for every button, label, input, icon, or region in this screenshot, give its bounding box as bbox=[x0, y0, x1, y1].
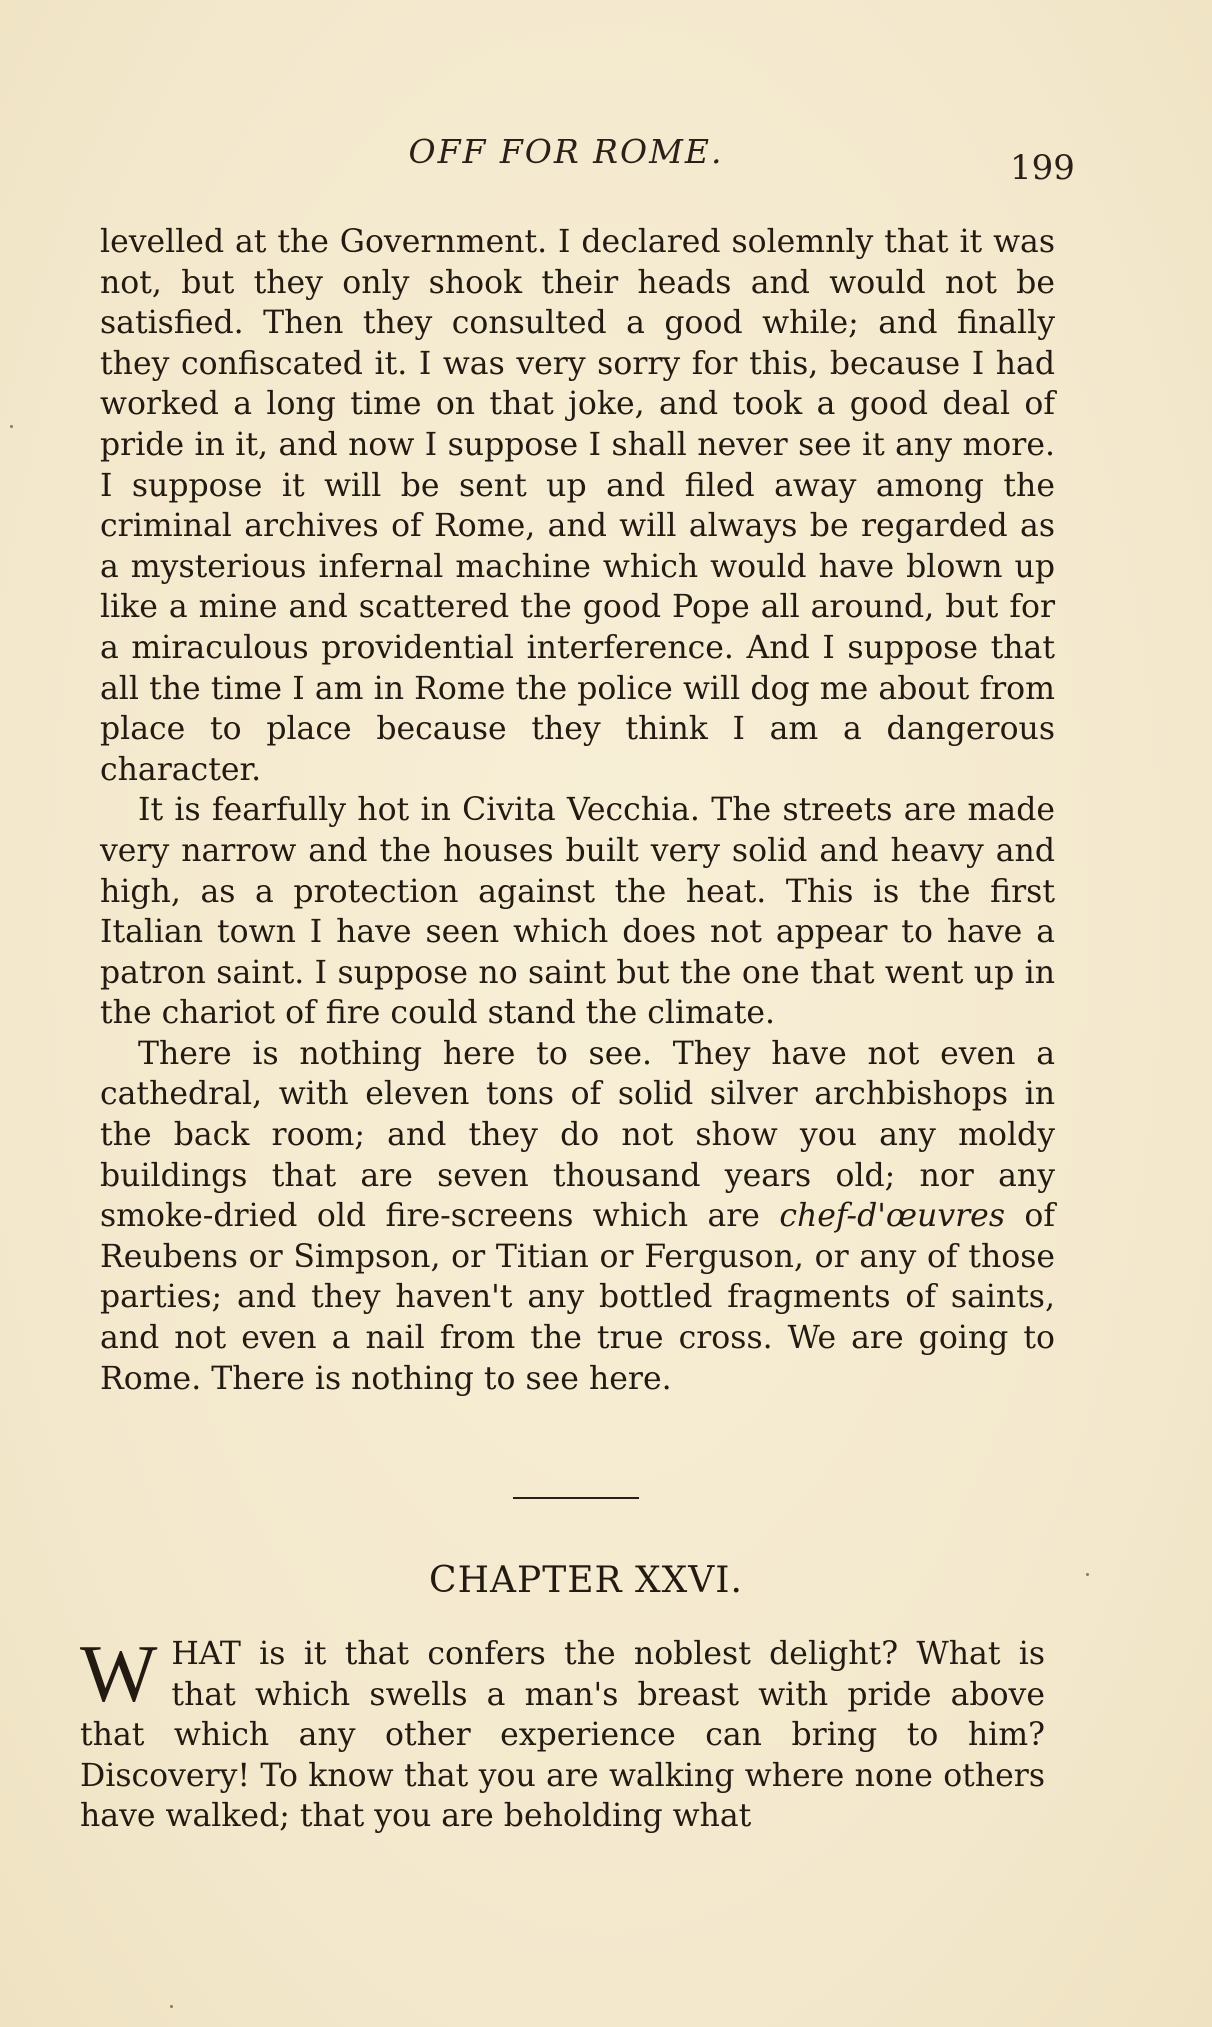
drop-cap: W bbox=[80, 1628, 158, 1719]
running-head-text: OFF FOR ROME. bbox=[408, 132, 724, 171]
chapter-title-text: CHAPTER XXVI. bbox=[429, 1560, 743, 1601]
section-divider bbox=[513, 1497, 639, 1499]
paragraph: It is fearfully hot in Civita Vecchia. The streets are made very narrow and the houses built very solid and heavy and high, as a protection against the heat. This is the first Italian town I have seen which does not appear to have a patron saint. I suppose no saint but the one that went up in the chariot of fire could stand the climate. bbox=[100, 792, 1055, 1032]
chapter-opening bbox=[80, 1628, 1045, 1837]
chapter-opening-text: HAT is it that confers the noblest delight? What is that which swells a man's breast with pride above that which any other experience can bring to him? Discovery! To know that you are walking where none others have walked; that you are beholding what bbox=[80, 1636, 1045, 1835]
paragraph: levelled at the Government. I declared solemnly that it was not, but they only shook their heads and would not be satisfied. Then they consulted a good while; and finally they confiscated it. I was very sorry for this, because I had worked a long time on that joke, and took a good deal of pride in it, and now I suppose I shall never see it any more. I suppose it will be sent up and filed away among the criminal archives of Rome, and will always be regarded as a mysterious infernal machine which would have blown up like a mine and scattered the good Pope all around, but for a miraculous providential interference. And I suppose that all the time I am in Rome the police will dog me about from place to place because they think I am a dangerous character. bbox=[100, 224, 1055, 788]
body-text bbox=[100, 222, 1055, 1399]
paper-speck bbox=[1086, 1573, 1089, 1576]
paragraph-text: There is nothing here to see. They have not even a cathedral, with eleven tons of solid silver archbishops in the back room; and they do not show you any moldy buildings that are seven thousand years old; nor any smoke-dried old fire-screens which are bbox=[100, 1035, 1055, 1235]
paragraph bbox=[100, 1034, 1055, 1399]
paper-speck bbox=[170, 2005, 173, 2008]
paper-speck bbox=[10, 425, 13, 428]
chapter-title bbox=[0, 1560, 1212, 1601]
paragraph-text: of Reubens or Simpson, or Titian or Ferguson, or any of those parties; and they haven't any bottled fragments of saints, and not even a nail from the true cross. We are going to Rome. There is nothing to see here. bbox=[100, 1198, 1055, 1397]
page-number: 199 bbox=[1010, 148, 1075, 188]
italic-phrase: chef-d'œuvres bbox=[779, 1198, 1005, 1235]
